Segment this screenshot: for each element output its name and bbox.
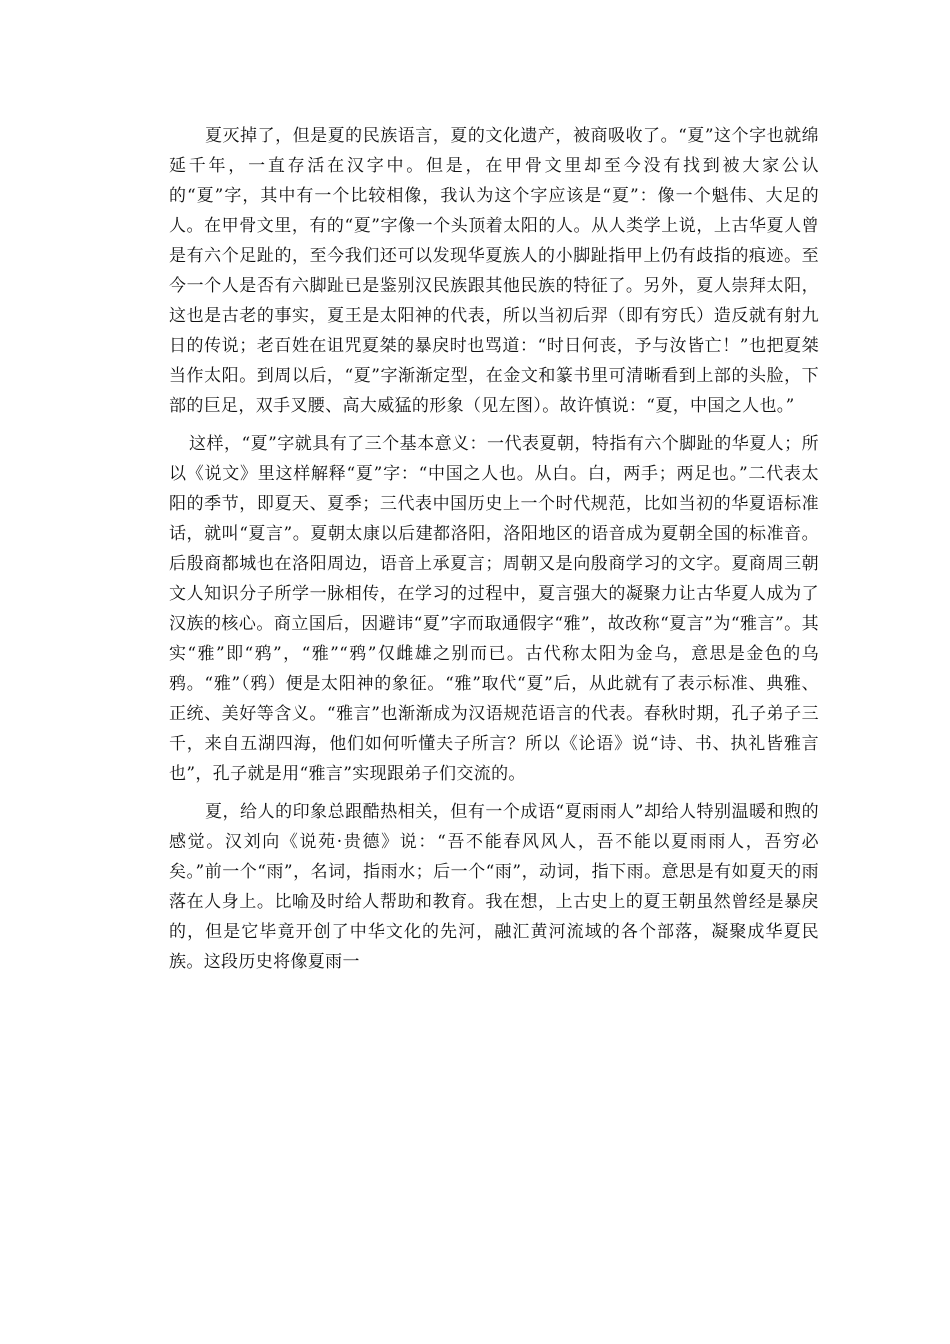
paragraph-xia-rain-idiom: 夏，给人的印象总跟酷热相关，但有一个成语“夏雨雨人”却给人特别温暖和煦的感觉。汉刘向《说苑·贵德》说：“吾不能春风风人，吾不能以夏雨雨人，吾穷必矣。”前一个“雨”，名词，指雨水；后一个“雨”，动词，指下雨。意思是有如夏天的雨落在人身上。比喻及时给人帮助和教育。我在想，上古史上的夏王朝虽然曾经是暴戾的，但是它毕竟开创了中华文化的先河，融汇黄河流域的各个部落，凝聚成华夏民族。这段历史将像夏雨一 [169,802,819,972]
paragraph-xia-character-origin: 夏灭掉了，但是夏的民族语言，夏的文化遗产，被商吸收了。“夏”这个字也就绵延千年，一直存活在汉字中。但是，在甲骨文里却至今没有找到被大家公认的“夏”字，其中有一个比较相像，我认为这个字应该是“夏”：像一个魁伟、大足的人。在甲骨文里，有的“夏”字像一个头顶着太阳的人。从人类学上说，上古华夏人曾是有六个足趾的，至今我们还可以发现华夏族人的小脚趾指甲上仍有歧指的痕迹。至今一个人是否有六脚趾已是鉴别汉民族跟其他民族的特征了。另外，夏人崇拜太阳，这也是古老的事实，夏王是太阳神的代表，所以当初后羿（即有穷氏）造反就有射九日的传说；老百姓在诅咒夏桀的暴戾时也骂道：“时日何丧，予与汝皆亡！”也把夏桀当作太阳。到周以后，“夏”字渐渐定型，在金文和篆书里可清晰看到上部的头脸，下部的巨足，双手叉腰、高大威猛的形象（见左图）。故许慎说：“夏，中国之人也。” [169,126,819,416]
article-body [169,121,819,985]
paragraph-xia-three-meanings: 这样，“夏”字就具有了三个基本意义：一代表夏朝，特指有六个脚趾的华夏人；所以《说文》里这样解释“夏”字：“中国之人也。从白。白，两手；两足也。”二代表太阳的季节，即夏天、夏季；三代表中国历史上一个时代规范，比如当初的华夏语标准话，就叫“夏言”。夏朝太康以后建都洛阳，洛阳地区的语音成为夏朝全国的标准音。后殷商都城也在洛阳周边，语音上承夏言；周朝又是向殷商学习的文字。夏商周三朝文人知识分子所学一脉相传，在学习的过程中，夏言强大的凝聚力让古华夏人成为了汉族的核心。商立国后，因避讳“夏”字而取通假字“雅”，故改称“夏言”为“雅言”。其实“雅”即“鸦”，“雅”“鸦”仅雌雄之别而已。古代称太阳为金乌，意思是金色的乌鸦。“雅”（鸦）便是太阳神的象征。“雅”取代“夏”后，从此就有了表示标准、典雅、正统、美好等含义。“雅言”也渐渐成为汉语规范语言的代表。春秋时期，孔子弟子三千，来自五湖四海，他们如何听懂夫子所言？所以《论语》说“诗、书、执礼皆雅言也”，孔子就是用“雅言”实现跟弟子们交流的。 [169,434,819,784]
